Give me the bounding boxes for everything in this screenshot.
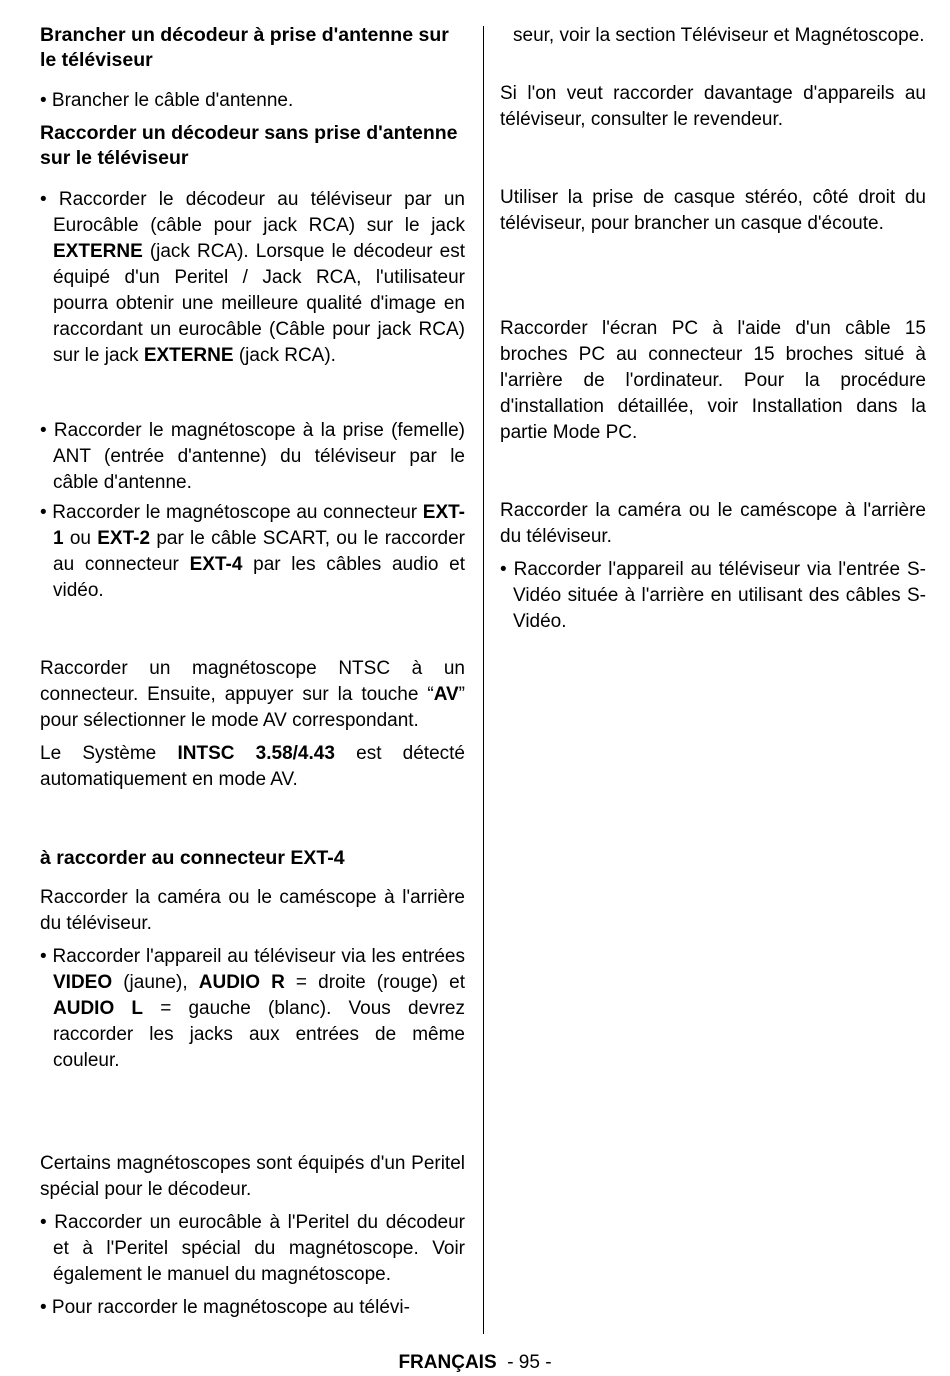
bullet-svideo: • Raccorder l'appareil au téléviseur via l'entrée S-Vidéo située à l'arrière en utilisant des câbles S-Vidéo. [500, 559, 926, 632]
bullet-vcr-tv: • Pour raccorder le magnétoscope au télévi- [40, 1297, 410, 1318]
bullet-vcr-antenna: • Raccorder le magnétoscope à la prise (femelle) ANT (entrée d'antenne) du téléviseur par le câble d'antenne. [40, 420, 465, 493]
paragraph-pc: Raccorder l'écran PC à l'aide d'un câble 15 broches PC au connecteur 15 broches situé à l'arrière de l'ordinateur. Pour la procédure d'installation détaillée, voir Installation dans la partie Mode PC. [500, 318, 926, 443]
paragraph-ntsc: Raccorder un magnétoscope NTSC à un connecteur. Ensuite, appuyer sur la touche “AV” pour sélectionner le mode AV correspondant. [40, 658, 465, 731]
paragraph-more-devices: Si l'on veut raccorder davantage d'appareils au téléviseur, consulter le revendeur. [500, 83, 926, 130]
bullet-continuation: seur, voir la section Téléviseur et Magnétoscope. [513, 25, 925, 46]
bullet-eurocable-peritel: • Raccorder un eurocâble à l'Peritel du décodeur et à l'Peritel spécial du magnétoscope. Voir également le manuel du magnétoscope. [40, 1212, 465, 1285]
bullet-antenna-cable: • Brancher le câble d'antenne. [40, 90, 294, 111]
bullet-decoder-eurocable: • Raccorder le décodeur au téléviseur par un Eurocâble (câble pour jack RCA) sur le jack EXTERNE (jack RCA). Lorsque le décodeur est équipé d'un Peritel / Jack RCA, l'utilisateur pourra obtenir une meilleure qualité d'image en raccordant un eurocâble (Câble pour jack RCA) sur le jack EXTERNE (jack RCA). [40, 189, 465, 366]
heading-decoder-antenna: Brancher un décodeur à prise d'antenne sur le téléviseur [40, 24, 449, 71]
page-number: - 95 - [507, 1352, 552, 1373]
column-divider [483, 26, 484, 1334]
paragraph-camera-right: Raccorder la caméra ou le caméscope à l'arrière du téléviseur. [500, 500, 926, 547]
heading-ext4: à raccorder au connecteur EXT-4 [40, 847, 345, 869]
heading-decoder-no-antenna: Raccorder un décodeur sans prise d'antenne sur le téléviseur [40, 122, 458, 169]
paragraph-camera: Raccorder la caméra ou le caméscope à l'arrière du téléviseur. [40, 887, 465, 934]
page-footer [0, 1350, 950, 1376]
bullet-vcr-scart: • Raccorder le magnétoscope au connecteur EXT-1 ou EXT-2 par le câble SCART, ou le raccorder au connecteur EXT-4 par les câbles audio et vidéo. [40, 502, 466, 601]
paragraph-system-detect: Le Système INTSC 3.58/4.43 est détecté automatiquement en mode AV. [40, 743, 466, 790]
paragraph-special-peritel: Certains magnétoscopes sont équipés d'un Peritel spécial pour le décodeur. [40, 1153, 465, 1200]
footer-language: FRANÇAIS [398, 1352, 497, 1373]
bullet-av-inputs: • Raccorder l'appareil au téléviseur via les entrées VIDEO (jaune), AUDIO R = droite (rouge) et AUDIO L = gauche (blanc). Vous devrez raccorder les jacks aux entrées de même couleur. [40, 946, 465, 1071]
paragraph-headphones: Utiliser la prise de casque stéréo, côté droit du téléviseur, pour brancher un casque d'écoute. [500, 187, 926, 234]
